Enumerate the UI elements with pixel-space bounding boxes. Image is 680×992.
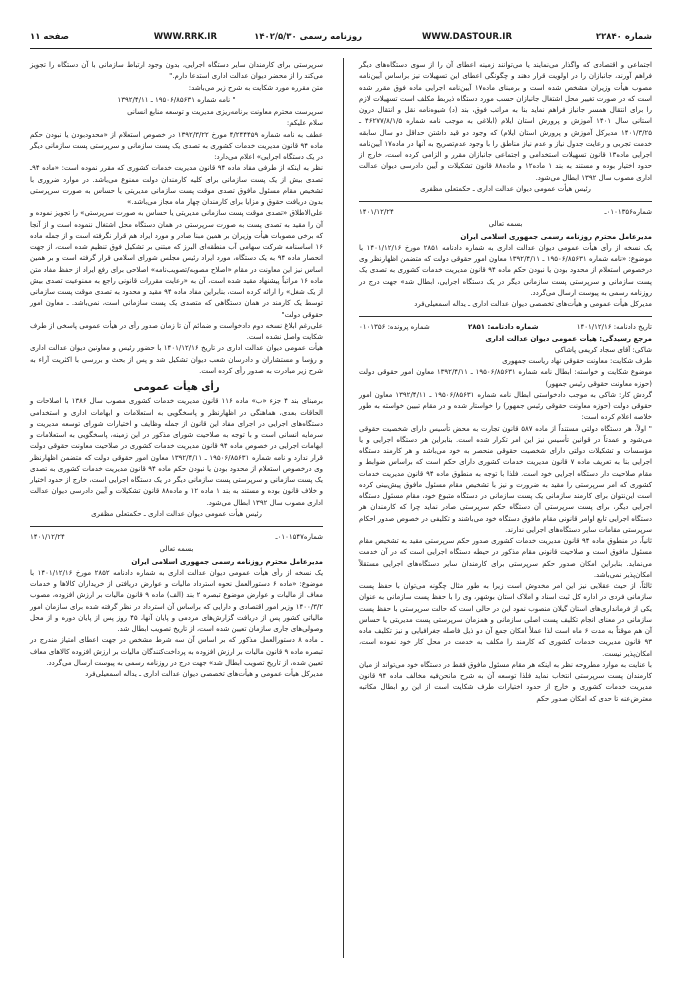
letter2-number: شماره۰۱۰۱۵۴۷ـ [275,533,323,541]
section-rule [359,201,652,202]
contested-letter-greeting: سلام علیکم: [286,119,323,128]
plaintiff: شاکی: آقای سجاد کریمی پاشاکی [554,345,652,354]
session-note: هیأت عمومی دیوان عدالت اداری در تاریخ ۱۴۰۱/۱۲/۱۶ با حضور رئیس و معاونین دیوان عدالت اداری و رؤسا و مستشاران و دادرسان شعب دیوان تشکیل شد و پس از بحث و بررسی با اکثریت آراء به شرح زیر مبادرت به صدور رأی کرده است. [30,344,323,375]
cover-letter-2: یک نسخه از رأی هیأت عمومی دیوان عدالت اداری به شماره دادنامه ۲۸۵۲ مورخ ۱۴۰۱/۱۲/۱۶ با موضوع: «ماده ۶ دستورالعمل نحوه استرداد مالیات و عوارض دریافتی از خریداران کالاها و خدمات معاف از مالیات و عوارض موضوع تبصره ۲ بند (الف) ماده ۹ قانون مالیات بر ارزش افزوده، مصوب ۱۴۰۰/۳/۲ وزیر امور اقتصادی و دارایی که براساس آن استرداد در نظر گرفته شده برای سازمان امور مالیاتی کشور پس از دریافت گزارش‌های مردمی و پایان آنها، ۴۵ روز پس از پایان دوره و از محل وصولی‌های جاری سازمان تعیین شده است، از تاریخ تصویب ابطال شد. [30,568,324,633]
bismillah: بسمه تعالی [159,545,194,554]
page-header [30,30,652,46]
left-column [30,60,323,680]
ruling-title: رأی هیأت عمومی [133,382,220,393]
right-column [359,60,652,705]
letter2-date: ۱۴۰۱/۱۲/۲۴ [30,533,65,541]
letter2-meta [30,532,323,543]
section-rule [30,526,323,527]
rrk-link[interactable]: WWW.RRK.IR [153,32,217,42]
dastour-link[interactable]: WWW.DASTOUR.IR [422,32,512,42]
contested-letter-recipient: سرپرست محترم معاونت برنامه‌ریزی مدیریت و توسعه منابع انسانی [127,108,323,116]
page-number: صفحه ۱۱ [30,32,69,42]
bismillah: بسمه تعالی [488,220,523,229]
cover-letter-2-continued: ـ ماده ۸ دستورالعمل مذکور که بر اساس آن سه شرط مشخص در جهت اعطای امتیاز مندرج در تبصره ماده ۹ قانون مالیات بر ارزش افزوده به پرداخت‌کنندگان مالیات بر ارزش افزوده کالاهای معاف تعیین شده، از تاریخ تصویب ابطال شد» جهت درج در روزنامه رسمی به پیوست ارسال می‌گردد. [29,636,323,667]
ruling-text: برمبنای بند ۴ جزء «ب» ماده ۱۱۶ قانون مدیریت خدمات کشوری مصوب سال ۱۳۸۶ با اصلاحات و الحاقات بعدی، هماهنگی در اظهارنظر و پاسخگویی به استعلامات و ابهامات اداری و استخدامی دستگاه‌های اجرایی در اجرای مفاد این قانون از جمله وظایف و اختیارات شورای توسعه مدیریت و سرمایه انسانی است و با توجه به صلاحیت شورای مذکور در این زمینه، پاسخگویی به استعلامات و ابهامات اجرایی در خصوص ماده ۹۴ قانون مدیریت خدمات کشوری در صلاحیت معاونت حقوقی دولت قرار ندارد و نامه شماره ۱۹۵۰۶/۸۵۶۳۱ ـ ۱۳۹۲/۴/۱۱ معاون امور حقوقی دولت که متضمن اظهارنظر وی درخصوص استعلام از محدود بودن یا نبودن حکم ماده ۹۴ قانون مدیریت خدمات کشوری به تصدی یک پست سازمانی و سرپرستی پست سازمانی دیگر در یک دستگاه اجرایی است، خارج از حدود اختیار و خلاف قانون بوده و مستند به بند ۱ ماده ۱۲ و ماده۸۸ قانون تشکیلات و آیین دادرسی دیوان عدالت اداری مصوب سال ۱۳۹۲ ابطال می‌شود. [30,397,324,507]
no-response-note: علی‌رغم ابلاغ نسخه دوم دادخواست و ضمائم آن تا زمان صدور رأی در هیأت عمومی پاسخی از طرف شکایت واصل نشده است. [30,321,323,341]
argument-continued: سرپرستی برای کارمندان سایر دستگاه اجرایی، بدون وجود ارتباط سازمانی با آن دستگاه را تجویز می‌کند را از محضر دیوان عدالت اداری استدعا دارم." [30,61,323,81]
section-rule [359,316,652,317]
decision-meta [359,322,652,333]
argument-1: " اولاً، هر دستگاه دولتی مستنداً از ماده ۵۸۷ قانون تجارت به محض تأسیس دارای شخصیت حقوقی می‌شود و عمدتاً در قوانین تأسیس نیز این امر تکرار شده است. بنابراین هر دستگاه اجرایی و یا مؤسسات و تشکیلات دولتی دارای شخصیت حقوقی منحصر به خود می‌باشد و هر کارمند دستگاه اجرایی بنا به تعریف ماده ۷ قانون مدیریت خدمات کشوری دارای حکم است که براساس ضوابط و مقام صلاحیت دار دستگاه اجرایی خود است. فلذا با توجه به منطوق ماده ۹۴ قانون مدیریت خدمات کشوری که امر سرپرستی را مقید به ضرورت و نیز با تشخیص مقام مسئول مافوق پیش‌بینی کرده است این‌نتوان برای کارمند سازمانی یک پست سازمانی در دستگاه متبوع خود، مقام مسئول دستگاه اجرایی دیگر، برای پست سرپرستی آن دستگاه حکم سرپرستی صادر نماید چرا که کارمندان هر دستگاه اجرایی تابع اوامر قانونی مقام مافوق دستگاه خود می‌باشند و تکلیفی در خصوص صدور احکام سرپرستی مقامات سایر دستگاه‌های اجرایی ندارند. [359,424,652,534]
letter-number: شماره۰۱۰۱۳۵۶ـ [604,208,652,216]
complaint-subject: موضوع شکایت و خواسته: ابطال نامه شماره ۱۹۵۰۶/۸۵۶۳۱ ـ ۱۳۹۲/۴/۱۱ معاون امور حقوقی دولت (حوزه معاونت حقوقی رئیس جمهور) [359,368,652,388]
addressee: مدیرعامل محترم روزنامه رسمی جمهوری اسلامی ایران [131,557,323,566]
contested-letter-body-2: نظر به اینکه از طرفی مفاد ماده ۹۴ قانون مدیریت خدمات کشوری که مقرر نموده است: «ماده ۹۴ـ تصدی بیش از یک پست سازمانی برای کلیه کارمندان دولت ممنوع می‌باشد. در موارد ضروری با تشخیص مقام مسئول مافوق تصدی موقت پست سازمانی مدیریتی یا حساس به صورت سرپرستی بدون دریافت حقوق و مزایا برای کارمندان چهار ماه مجاز می‌باشد.» [30,164,323,206]
contested-text-intro: متن مقرره مورد شکایت به شرح زیر می‌باشد: [188,83,323,92]
authority: مرجع رسیدگی: هیأت عمومی دیوان عدالت اداری [485,334,652,343]
argument-3: ثالثاً، از حیث عقلایی نیز این امر مخدوش است زیرا به طور مثال چگونه می‌توان با حفظ پست سازمانی فردی در اداره کل ثبت اسناد و املاک استان بوشهر، وی را با حفظ پست سازمانی به عنوان یکی از فرمانداری‌های استان گیلان منصوب نمود این در حالی است که حالت سرپرستی با حفظ پست سازمانی در معنای انجام تکلیف پست اصلی سازمانی و همزمان سرپرستی پست مدیریتی یا حساس آن هم موقتاً به مدت ۶ ماه است لذا عملاً امکان جمع آن دو ذیل فاصله جغرافیایی و نیز تکلیف ماده ۹۳ قانون مدیریت خدمات کشوری که کارمند را مکلف به خدمت در محل کار خود نموده است، امکان‌پذیر نیست. [359,582,653,658]
contested-letter-body-3: علی‌الاطلاق «تصدی موقت پست سازمانی مدیریتی یا حساس به صورت سرپرستی» را تجویز نموده و آن را مقید به تصدی پست به صورت سرپرستی در همان دستگاه محل اشتغال ننموده است و از آنجا که برخی مصوبات هیأت وزیران بر همین مبنا صادر و مورد ایراد هم قرار نگرفته است و از جمله ماده ۱۶ اساسنامه شرکت سهامی آب منطقه‌ای البرز که مبتنی بر تشکیل فوق تنظیم شده است، از جهت انحصار ماده ۹۴ به یک دستگاه، مورد ایراد رئیس مجلس شورای اسلامی قرار گرفته است و بر همین اساس نیز این معاونت در مقام «اصلاح مصوبه/تصویب‌نامه» اصلاحی برای رفع ایراد از حفظ مفاد متن ماده ۱۶ مراتباً پیشنهاد مقید شده است، آن به «رعایت مقررات قانونی راجع به ممنوعیت تصدی بیش از یک شغل» را ارائه کرده است، بنابراین مفاد ماده ۹۴ مقید و محدود به تصدی موقت پست سازمانی توسط یک کارمند در همان دستگاهی که متصدی یک پست سازمانی است، نمی‌باشد. ـ معاون امور حقوقی دولت" [30,209,323,319]
cover-letter: یک نسخه از رأی هیأت عمومی دیوان عدالت اداری به شماره دادنامه ۲۸۵۱ مورخ ۱۴۰۱/۱۲/۱۶ با موضوع: «نامه شماره ۱۹۵۰۶/۸۵۶۳۱ ـ ۱۳۹۲/۴/۱۱ معاون امور حقوقی دولت که متضمن اظهارنظر وی درخصوص استعلام از محدود بودن یا نبودن حکم ماده ۹۴ قانون مدیریت خدمات کشوری به تصدی یک پست سازمانی و سرپرستی پست سازمانی دیگر در یک دستگاه اجرایی، ابطال شد» جهت درج در روزنامه رسمی به پیوست ارسال می‌گردد. [359,243,653,297]
contested-letter-body-1: عطف به نامه شماره ۴/۲۴۴۴۵۹ مورخ ۱۳۹۲/۳/۲۲ در خصوص استعلام از «محدودبودن یا نبودن حکم ماده ۹۴ قانون مدیریت خدمات کشوری به تصدی یک پست سازمانی و سرپرستی پست سازمانی دیگر در یک دستگاه اجرایی» اعلام می‌دارد: [30,130,323,161]
contested-letter-ref: " نامه شماره ۱۹۵۰۶/۸۵۶۳۱ ـ ۱۳۹۲/۴/۱۱ [117,95,236,104]
gazette-date: روزنامه رسمی ۱۴۰۲/۵/۳۰ [254,32,362,42]
cover-letter-2-signature: مدیرکل هیأت عمومی و هیأت‌های تخصصی دیوان عدالت اداری ـ یداله اسمعیلی‌فرد [85,670,323,678]
case-summary: گردش کار: شاکی به موجب دادخواستی ابطال نامه شماره ۱۹۵۰۶/۸۵۶۳۱ ـ ۱۳۹۲/۴/۱۱ معاون امور حقوقی دولت (حوزه معاونت حقوقی رئیس جمهور) را خواستار شده و در مقام تبیین خواسته به طور خلاصه اعلام کرده است: [359,390,652,422]
intro-signature: رئیس هیأت عمومی دیوان عدالت اداری ـ حکمتعلی مظفری [420,184,591,193]
defendant: طرف شکایت: معاونت حقوقی نهاد ریاست جمهوری [502,357,652,365]
ruling-signature: رئیس هیأت عمومی دیوان عدالت اداری ـ حکمتعلی مظفری [91,509,262,518]
letter-meta [359,207,652,218]
file-number: شماره پرونده: ۰۱۰۱۳۵۶ [359,323,430,332]
column-divider [343,58,344,958]
letter-date: ۱۴۰۱/۱۲/۲۴ [359,208,394,216]
intro-paragraph: اجتماعی و اقتصادی که واگذار می‌نمایند یا می‌توانند زمینه اعطای آن را از سوی دستگاه‌های دیگر فراهم آورند، جانبازان را در اولویت قرار دهند و چگونگی اعطای این تسهیلات نیز براساس آیین‌نامه مصوب هیأت وزیران مشخص شده است و برمبنای ماده۱۷ آیین‌نامه اجرایی ماده فوق مقرر شده است که در صورت تغییر محل اشتغال جانبازان حسب مورد دستگاه ذیربط مکلف است تسهیلات لازم را برای انتقال همسر جانباز فراهم نماید بنا به مراتب فوق، بند (د) شیوه‌نامه نقل و انتقال درون استانی سال ۱۴۰۱ آموزش و پرورش استان ایلام (ابلاغی به موجب نامه شماره ۴۶۲۷۷/۸/۱/۵ ـ ۱۴۰۱/۳/۲۵ مدیرکل آموزش و پرورش استان ایلام) که وجود دو قید داشتن حداقل دو سال سابقه خدمت تجربی و رعایت جدول نیاز و عدم نیاز مناطق را با وجود عدم‌تصریح به آنها در ماده۱۷ آیین‌نامه اجرایی ماده۱۳ قانون تسهیلات استخدامی و اجتماعی جانبازان مقرر و الزامی کرده است، خارج از حدود اختیار بوده و مستند به بند ۱ ماده۱۲ و ماده۸۸ قانون تشکیلات و آیین دادرسی دیوان عدالت اداری مصوب سال ۱۳۹۲ ابطال می‌شود. [359,61,652,182]
decision-number: شماره دادنامه: ۲۸۵۱ [467,323,539,332]
decision-date: تاریخ دادنامه: ۱۴۰۱/۱۲/۱۶ [576,323,652,332]
argument-4: با عنایت به موارد مطروحه نظر به اینکه هر مقام مسئول مافوق فقط در دستگاه خود می‌تواند از میان کارمندان پست سرپرستی انتخاب نماید فلذا توسعه آن به شرح مانحن‌فیه مخالف ماده ۹۴ قانون مدیریت خدمات کشوری و خارج از حدود اختیارات طرف شکایت است از این رو ابطال مکاتبه معترض‌عنه تا حدی که امکان صدور حکم [359,660,652,703]
cover-letter-signature: مدیرکل هیأت عمومی و هیأت‌های تخصصی دیوان عدالت اداری ـ یداله اسمعیلی‌فرد [414,300,652,308]
argument-2: ثانیاً، در منطوق ماده ۹۴ قانون مدیریت خدمات کشوری صدور حکم سرپرستی مقید به تشخیص مقام مسئول مافوق است و صلاحیت قانونی مقام مذکور در حیطه دستگاه اجرایی است که در آن خدمت می‌نماید. بنابراین امکان صدور حکم سرپرستی برای کارمندان سایر دستگاه‌های اجرایی مستقلاً امکان‌پذیر نمی‌باشد. [359,537,652,579]
addressee: مدیرعامل محترم روزنامه رسمی جمهوری اسلامی ایران [460,232,652,241]
header-rule [30,48,652,49]
issue-number: شماره ۲۲۸۴۰ [595,32,652,42]
